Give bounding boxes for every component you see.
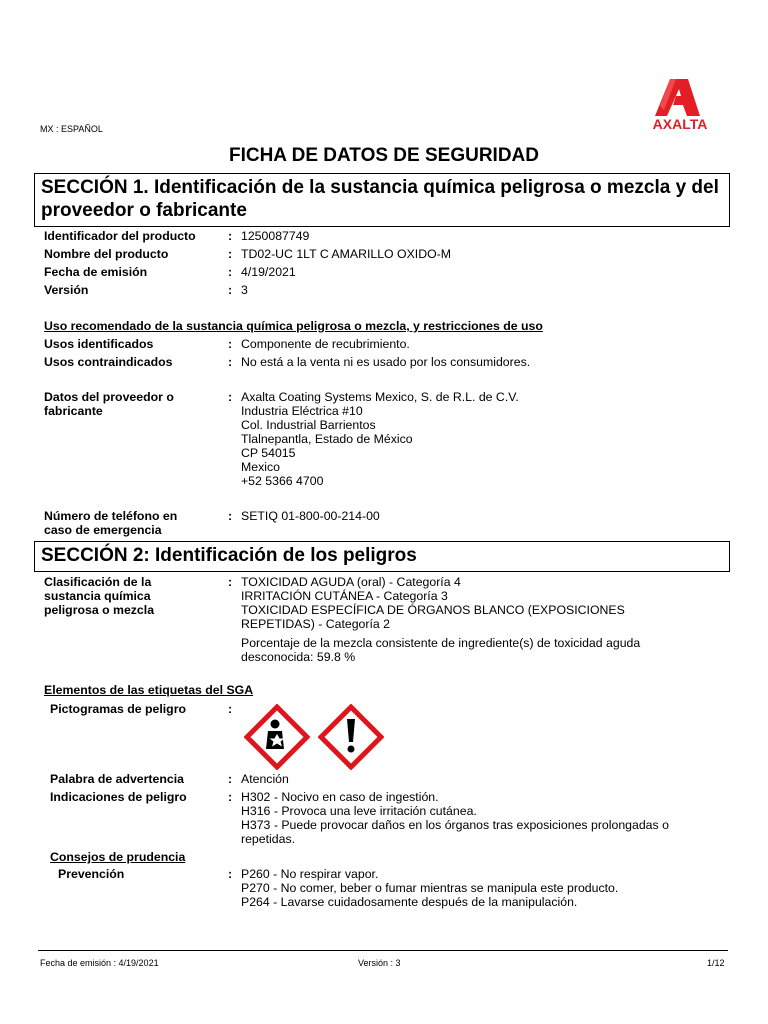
supplier-line: Axalta Coating Systems Mexico, S. de R.L. de C.V. (241, 390, 519, 404)
field-label: Usos contraindicados (44, 355, 173, 369)
axalta-logo (640, 76, 720, 132)
supplier-line: CP 54015 (241, 446, 296, 460)
supplier-line: Col. Industrial Barrientos (241, 418, 376, 432)
classification-line: TOXICIDAD ESPECÍFICA DE ÓRGANOS BLANCO (EXPOSICIONES REPETIDAS) - Categoría 2 (241, 603, 625, 631)
footer-issue-date: Fecha de emisión : 4/19/2021 (40, 958, 159, 968)
field-label: Usos identificados (44, 337, 154, 351)
hazard-label: Indicaciones de peligro (50, 790, 187, 804)
document-title: FICHA DE DATOS DE SEGURIDAD (228, 145, 539, 166)
emergency-label: Número de teléfono en caso de emergencia (44, 509, 178, 537)
signal-value: Atención (241, 772, 289, 786)
supplier-value (241, 390, 701, 488)
hazard-line: H373 - Puede provocar daños en los órganos tras exposiciones prolongadas o repetidas. (241, 818, 669, 846)
hazard-value (241, 790, 701, 846)
field-label: Identificador del producto (44, 229, 196, 243)
supplier-line: Mexico (241, 460, 280, 474)
health-hazard-pictogram (244, 704, 310, 770)
classification-line: TOXICIDAD AGUDA (oral) - Categoría 4 (241, 575, 461, 589)
emergency-value: SETIQ 01-800-00-214-00 (241, 509, 380, 523)
supplier-label: Datos del proveedor o fabricante (44, 390, 174, 418)
sga-heading: Elementos de las etiquetas del SGA (44, 683, 254, 697)
classification-note: Porcentaje de la mezcla consistente de ingrediente(s) de toxicidad aguda desconocida: 59.8 % (241, 636, 641, 664)
classification-value (241, 575, 701, 664)
field-value: No está a la venta ni es usado por los consumidores. (241, 355, 531, 369)
uses-heading: Uso recomendado de la sustancia química peligrosa o mezcla, y restricciones de uso (44, 319, 543, 333)
classification-line: IRRITACIÓN CUTÁNEA - Categoría 3 (241, 589, 448, 603)
hazard-line: H302 - Nocivo en caso de ingestión. (241, 790, 439, 804)
footer-page-number: 1/12 (707, 958, 725, 968)
exclamation-pictogram (318, 704, 384, 770)
footer-version: Versión : 3 (358, 958, 401, 968)
field-value: 1250087749 (241, 229, 310, 243)
signal-label: Palabra de advertencia (50, 772, 184, 786)
classification-row: Clasificación de la sustancia química peligrosa o mezcla : TOXICIDAD AGUDA (oral) - Categoría 4 IRRITACIÓN CUTÁNEA - Categoría 3 TOXICIDAD ESPECÍFICA DE ÓRGANOS BLANCO (EXPOSICIONES REPETIDAS) - Categoría 2 Porcentaje de la mezcla consistente de ingrediente(s) de toxicidad aguda desconocida: 59.8 % (44, 575, 724, 667)
field-label: Fecha de emisión (44, 265, 148, 279)
advice-heading: Consejos de prudencia (50, 850, 186, 864)
prevention-line: P270 - No comer, beber o fumar mientras se manipula este producto. (241, 881, 619, 895)
field-value: 4/19/2021 (241, 265, 296, 279)
prevention-line: P264 - Lavarse cuidadosamente después de la manipulación. (241, 895, 578, 909)
hazard-row: Indicaciones de peligro : H302 - Nocivo en caso de ingestión. H316 - Provoca una leve irritación cutánea. H373 - Puede provocar daños en los órganos tras exposiciones prolongadas o repetidas. (44, 790, 724, 848)
field-label: Versión (44, 283, 89, 297)
section1-heading: SECCIÓN 1. Identificación de la sustancia química peligrosa o mezcla y del proveedor o fabricante (34, 173, 730, 227)
prevention-value (241, 867, 701, 909)
supplier-row: Datos del proveedor o fabricante : Axalta Coating Systems Mexico, S. de R.L. de C.V. Industria Eléctrica #10 Col. Industrial Barrientos Tlalnepantla, Estado de México CP 54015 Mexico +52 5366 4700 (44, 390, 724, 500)
logo-text: AXALTA (652, 116, 708, 132)
classification-label: Clasificación de la sustancia química peligrosa o mezcla (44, 575, 155, 617)
field-value: 3 (241, 283, 248, 297)
field-label: Nombre del producto (44, 247, 169, 261)
prevention-label: Prevención (58, 867, 125, 881)
supplier-line: +52 5366 4700 (241, 474, 324, 488)
prevention-row: Prevención : P260 - No respirar vapor. P270 - No comer, beber o fumar mientras se manipula este producto. P264 - Lavarse cuidadosamente después de la manipulación. (44, 867, 724, 911)
pictogram-label: Pictogramas de peligro (50, 702, 186, 716)
emergency-row: Número de teléfono en caso de emergencia : SETIQ 01-800-00-214-00 (44, 509, 724, 539)
hazard-line: H316 - Provoca una leve irritación cutánea. (241, 804, 477, 818)
footer-divider (38, 950, 728, 951)
prevention-line: P260 - No respirar vapor. (241, 867, 379, 881)
language-label: MX : ESPAÑOL (40, 124, 103, 134)
supplier-line: Industria Eléctrica #10 (241, 404, 363, 418)
field-value: TD02-UC 1LT C AMARILLO OXIDO-M (241, 247, 452, 261)
section2-heading: SECCIÓN 2: Identificación de los peligros (34, 541, 730, 572)
field-value: Componente de recubrimiento. (241, 337, 410, 351)
supplier-line: Tlalnepantla, Estado de México (241, 432, 413, 446)
